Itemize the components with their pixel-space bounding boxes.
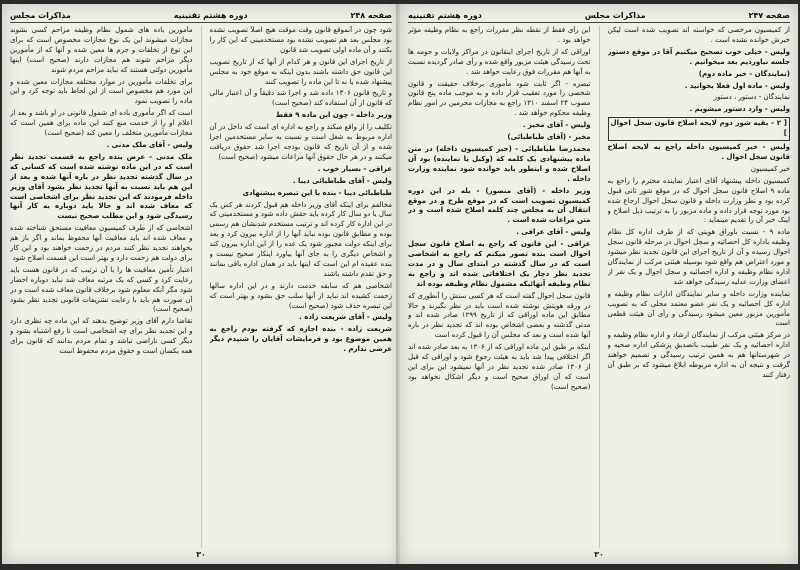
column-rule [599,26,600,548]
speaker-paragraph: وليس - خبر کمیسیون داخله راجع به لایحه اصلاح قانون سجل احوال . [607,143,790,161]
speaker-paragraph: وليس - آقای عراقی . [516,228,591,237]
text-paragraph: این رأی فقط از نقطه نظر مقررات راجع به نظام وظیفه مؤثر خواهد بود . [408,26,591,44]
text-paragraph: اعتبار تأمین معافیت ها را با آن ترتیب که در قانون هست باید رعایت کرد و کسی که یک مرتبه معاف شد نباید دوباره احضار شود مگر آنکه معلوم شود برخلاف قانون معاف شده است و در آن صورت هم باید با رعایت تشریفات قانونی تجدید نظر بشود (صحیح است) [10,265,193,314]
text-paragraph: خبر کمیسیون [750,164,790,173]
left-page-header [10,8,392,22]
right-page-column-right [608,26,791,548]
section-heading-box: [ ۲ - بقیه شور دوم لایحه اصلاح قانون سجل احوال ] [608,117,791,141]
speaker-paragraph: وليس - وارد دستور میشویم . [689,105,790,114]
speaker-paragraph: وزیر داخله - چون این ماده ۹ فقط [275,111,392,120]
text-paragraph: اشخاصی که از طرف کمیسیون معافیت مستحق شناخته شده و معاف شده اند باید معافیت آنها محفوظ بماند و اگر باز هم بخواهند تجدید نظر کنند مردم در زحمت خواهند بود و این کار برای دولت هم زحمت دارد و بهتر است این قسمت اصلاح شود [10,224,193,262]
left-page-footer [2,550,400,562]
right-page-column-left [408,26,591,548]
header-rule [408,22,790,23]
speaker-paragraph: ملک مدنی - عرض بنده راجع به قسمت تجدید نظر است که در این ماده نوشته شده است که کسانی که در سال گذشته تجدید نظر در باره آنها شده و بعد از این هم باید نسبت به آنها تجدید نظر بشود آقای وزیر داخله فرمودند که این تجدید نظر برای اشخاصی است که معاف شده اند و حالا باید دوباره به کار آنها رسیدگی شود و این مطلب صحیح نیست [10,152,193,221]
right-page [400,4,798,564]
text-paragraph: است که اگر مأموری باده ای شمول قانونی در او باشد و بعد از اعلام او را از خدمت منع کنند این ماده برای همین است که مجازات مأمورین متخلف را معین کند (صحیح است) [10,109,193,138]
footer-number: ۳۰ [196,550,206,559]
column-rule [201,26,202,548]
footer-number: ۳۰ [594,550,604,559]
text-paragraph: در مرکز هیئتی مرکب از نمایندگان ارشاد و اداره نظام وظیفه و اداره احصائیه و یک نفر طبیب باتصدیق پزشکی اداره صحیه و در شهرستانها هم به همین ترتیب رسیدگی و تصمیم خواهند گرفت و نتیجه آن به اداره مربوطه ابلاغ میشود که بر طبق آن رفتار کنند [607,331,790,379]
header-rule [10,22,392,23]
left-page [2,4,400,564]
text-paragraph: ماده ۹ - نسبت باوراق هویتی که از طرف اداره کل نظام وظیفه باداره کل احصائیه و سجل احوال در مرحله قانون سجل احوال رسیده و آن از تاریخ اجرای این قانون تجدید نظر میشود و مورد اعتراض هم واقع شود بوسیله هیئتی مرکب از نمایندگان اداره نظام وظیفه و اداره احصائیه و سجل احوال و یک نفر از اعضای وزارت عدلیه رسیدگی خواهد شد [607,228,790,286]
text-paragraph: برای تخلفات مأمورین در موارد مختلفه مجازات معین شده و این مورد هم مخصوص است از این لحاظ باید توجه کرد و این ماده را تصویب نمود [10,77,193,106]
text-paragraph: کمیسیون داخله پیشنهاد آقای اعتبار نماینده محترم را راجع به ماده ۹ اصلاح قانون سجل احوال که در موقع شور ثانی قبول کرده بود و نظر وزارت داخله و قانون سجل احوال ارجاع شده بود مورد توجه قرار داده و ماده مزبور را به ترتیب ذیل اصلاح و اینک خبر آن را تقدیم مینماید : [607,176,790,225]
speaker-paragraph: مخبر - (آقای طباطبائی) [507,133,591,142]
text-paragraph: نمایندگان - دستور ، دستور [713,93,790,102]
text-paragraph: اینکه بر طبق این ماده اوراقی که از ۱۳۰۶ به بعد صادر شده اند اگر اختلافی پیدا شد باید به هیئت رجوع شود و اوراقی که قبل از ۱۳۰۶ صادر شده تجدید نظر در آنها نمیشود این برای این است که آن اوراق صحیح است و دیگر اشکال نخواهد بود (صحیح است) [408,343,591,391]
text-paragraph: اشخاصی هم که سابقه خدمت دارند و در این اداره سالها زحمت کشیده اند نباید از آنها سلب حق بشود و بهتر است که این تبصره حذف شود (صحیح است) [209,281,392,310]
speaker-paragraph: وليس - خیلی خوب تصحیح میکنیم آقا در موقع دستور جلسه نیاوردیم بعد میخوانیم . [607,47,790,66]
text-paragraph: مخالفم برای اینکه آقای وزیر داخله هم قبول کردند هر کس یک سال یا دو سال کار کرده باید حقش داده شود و مستخدمینی که در این اداره کار کرده اند و ترتیب مستخدم شدنشان هم رسمی بوده و مطابق قانون بوده نباید آنها را از اداره بیرون کرد و بعد برای اینکه دولت مجبور شود یک عده را از این اداره بیرون کند و اشخاص دیگری را به جای آنها بیاورد اینکار صحیح نیست و بنده عقیده ام این است که اینها باید در همان اداره باقی بمانند و حق تقدم داشته باشند [209,200,392,278]
speaker-paragraph: عراقی - بسیار خوب . [317,164,392,173]
left-page-column-left [10,26,193,548]
text-paragraph: نماینده وزارت داخله و سایر نمایندگان ادارات نظام وظیفه و اداره کل احصائیه و یک نفر عضو معتمد محلی که به تصویب مأمورین مزبور معین میشود رسیدگی و رأی آن هیئت قطعی است [607,289,790,328]
text-paragraph: از تاریخ اجرای این قانون و هر کدام از آنها که از تاریخ تصویب این قانون حق داشته باشند بدون اینکه به موقع خود به مجلس پیشنهاد شده یا نه تا این ماده را تصویب کنند [209,57,392,86]
speaker-paragraph: شریعت زاده - بنده اجازه که گرفته بودم راجع به همین موضوع بود و فرمایشات آقایان را شنیدم دیگر عرضی ندارم . [209,325,392,354]
text-paragraph: تقاضا دارم آقای وزیر توضیح بدهند که این ماده چه نظری دارد و این تجدید نظر برای چه اشخاصی است تا رفع اشتباه بشود و دیگر کسی ناراضی نباشد و تمام مردم بدانند که قانون برای همه یکسان است و حقوق مردم محفوظ است [10,317,193,356]
speaker-paragraph: وليس - آقای ملک مدنی . [106,140,193,149]
header-page-number: صفحه ۲۴۷ [748,10,790,20]
text-paragraph: مأمورین باده های شمول نظام وظیفه مزاحم کسی بشوند مجازات میشوند این یک نوع مجازات مخصوص است که برای این نوع از تخلفات و جرم ها معین شده و آنها که از مأمورین دیگر مزاحم شوند هم مجازات دارند (صحیح است) اینها مأمورین دولتی هستند که نباید مزاحم مردم شوند [10,26,193,74]
left-page-column-right [210,26,393,548]
left-page-columns [10,26,392,548]
text-paragraph: و تاریخ قانون ۱۳۰۶ داده شد و اجرا شد دقیقاً و آن اعتبار مالی که قانون از آن استفاده کند (صحیح است) [209,89,392,108]
text-paragraph: تبصره - اگر ثابت شود مأموری برخلاف حقیقت و قانون شخصی را مورد تعقیب قرار داده و به موجب ماده پنج قانون مصوب ۲۴ اسفند ۱۳۱۰ راجع به مجازات مجرمین در امور نظام وظیفه محکوم خواهد شد . [408,79,591,118]
speaker-paragraph: (نمایندگان - خیر ماده دوم) [698,69,790,78]
right-page-header [408,8,790,22]
right-page-columns [408,26,790,548]
header-term-title: دوره هشتم تقنینیه [408,10,482,20]
text-paragraph: تکلیف را از واقع میکند و راجع به اداره ای است که داخل در آن اداره مربوط به شغل است و نسبت به سایر مستخدمین اجرا شده و از آن تاریخ که قانون بودجه اجرا شد حقوق دریافت میکنند و در هر حال حقوق آنها مراعات میشود (صحیح است) [209,123,392,161]
header-session-title: مذاکرات مجلس [584,10,646,20]
speaker-paragraph: محمدرضا طباطبائی - (خبر کمیسیون داخله) در متن ماده پیشنهادی یک کلمه که (وکیل یا نماینده) بود آن اصلاح شده و اینطور باید خوانده شود نماینده وزارت داخله . [408,144,591,183]
text-paragraph: از کمیسیون مرخصی که خواسته اند تصویب شده است لیکن خبرش خوانده نشده است . [607,26,790,44]
speaker-paragraph: طباطبائی دیبا - بنده با این تبصره پیشنهادی [242,188,392,197]
speaker-paragraph: وزیر داخله - (آقای منصور) - بله در این دوره کمیسیون تصویب است که در موقع طرح و در موقع انتقال آن به مجلس چند کلمه اصلاح شده است و در متن مراعات شده است . [408,186,591,225]
speaker-paragraph: وليس - آقای طباطبائی دیبا . [292,176,392,185]
text-paragraph: شود چون در آنموقع قانون وقت موقت هیچ اصلاً تصویب نشده بود مجلس بعد هم تصویب نشده بود مستخدمینی که این کار را بکنند و آن ماده اولی تصویب شد قانون [209,26,392,54]
speaker-paragraph: وليس - ماده اول فعلا بخوانید . [684,81,790,90]
speaker-paragraph: وليس - آقای مخبر . [522,121,591,130]
text-paragraph: اوراقی که از تاریخ اجرای اینقانون در مراکز ولایات و حومه ها تحت رسیدگی هیئت مزبور واقع شده و رأی صادر گردیده نسبت به آنها هم مقررات فوق رعایت خواهد شد . [408,47,591,76]
text-paragraph: قانون سجل احوال گفته است که هر کسی سنش را آنطوری که در ورقه هویتش نوشته شده است باید در نظر بگیرند و حالا مطابق این ماده اوراقی که از تاریخ ۱۲۹۹ صادر شده اند و مدتی گذشته و بعضی اشخاص بوده اند که تجدید نظر در باره آنها شده است و بعد که مجلس آن را قبول کرده است [408,291,591,340]
header-page-number: صفحه ۲۴۸ [350,10,392,20]
header-session-title: دوره هشتم تقنینیه [173,10,248,20]
speaker-paragraph: عراقی - این قانون که راجع به اصلاح قانون سجل احوال است بنده تصور میکنم که راجع به اشخاصی است که در سال گذشته در ابتدای سال و در مدت تجدید نظر دچار یک اختلافاتی شده اند و راجع به نظام وظیفه آنهائیکه مشمول نظام وظیفه بوده اند [408,240,591,288]
right-page-footer [400,550,798,562]
header-term-title: مذاکرات مجلس [10,10,71,20]
speaker-paragraph: وليس - آقای شریعت زاده . [299,313,392,322]
